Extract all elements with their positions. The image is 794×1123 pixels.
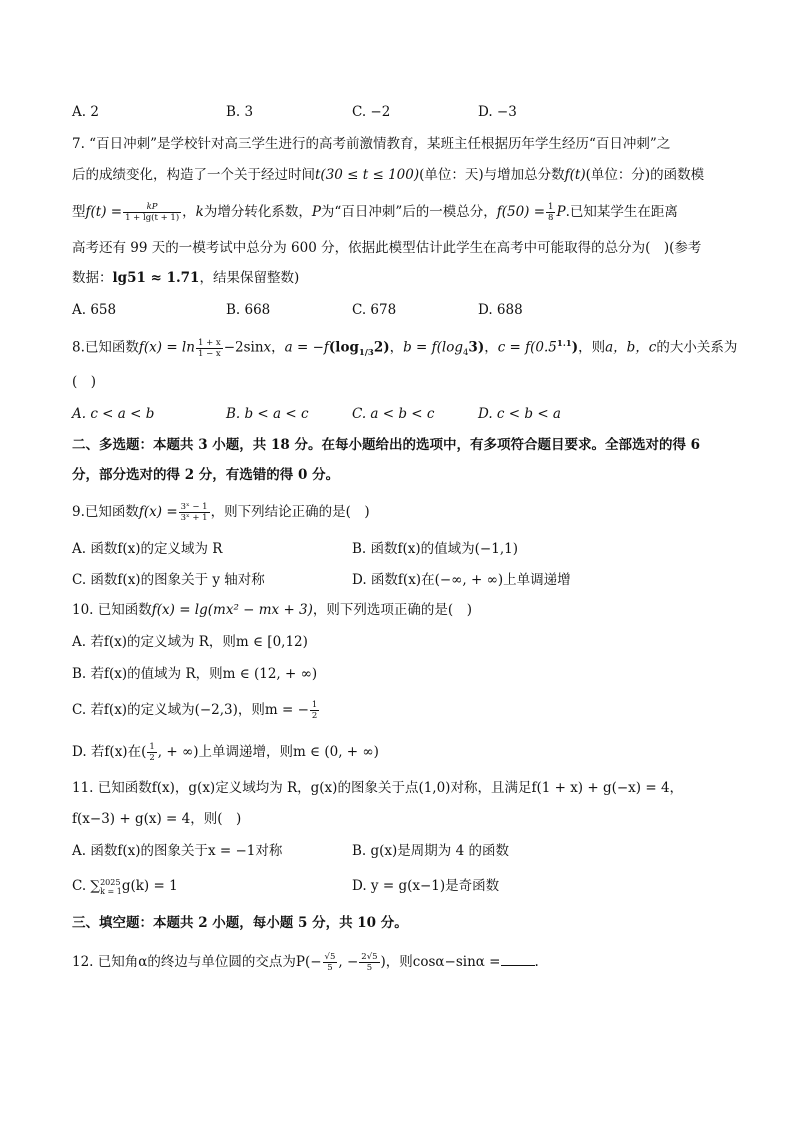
denominator: 2 bbox=[311, 711, 318, 721]
math: t(30 ≤ t ≤ 100) bbox=[315, 167, 420, 183]
text: 数据： bbox=[72, 270, 113, 286]
text: , − bbox=[338, 954, 359, 970]
text: ，则 bbox=[578, 339, 606, 356]
text: (单位：天)与增加总分数 bbox=[419, 167, 565, 183]
denominator: 5 bbox=[327, 963, 333, 973]
q12-stem bbox=[72, 952, 539, 973]
q11-option-b: B. g(x)是周期为 4 的函数 bbox=[352, 843, 509, 859]
denominator: 1 − x bbox=[197, 348, 221, 359]
math: x bbox=[263, 339, 272, 356]
fraction bbox=[323, 952, 338, 973]
denominator: 2 bbox=[149, 753, 155, 763]
q8-option-d: D. c < b < a bbox=[478, 406, 561, 422]
q11-line1: 11. 已知函数f(x)，g(x)定义域均为 R，g(x)的图象关于点(1,0)对称，且满足f(1 + x) + g(−x) = 4， bbox=[72, 780, 684, 796]
math: f(x) = lg(mx² − mx + 3) bbox=[151, 602, 313, 618]
numerator: kP bbox=[123, 202, 181, 213]
text: ，则下列选项正确的是( ) bbox=[312, 602, 472, 618]
fraction bbox=[196, 338, 223, 359]
subscript: 4 bbox=[463, 348, 469, 359]
math: b = f(log bbox=[403, 339, 463, 356]
lower-limit: k = 1 bbox=[100, 886, 122, 896]
numerator: 2√5 bbox=[361, 952, 378, 962]
numerator: 1 bbox=[311, 700, 318, 710]
q10-stem bbox=[72, 600, 472, 620]
text: .已知某学生在距离 bbox=[565, 204, 678, 220]
summation-symbol: C. ∑ bbox=[72, 878, 101, 894]
q6-option-c: C. −2 bbox=[352, 104, 391, 120]
text: 型 bbox=[72, 204, 86, 220]
q9-option-c: C. 函数f(x)的图象关于 y 轴对称 bbox=[72, 572, 265, 588]
math: a，b，c bbox=[605, 339, 657, 356]
q9-option-d: D. 函数f(x)在(−∞, + ∞)上单调递增 bbox=[352, 572, 571, 588]
text: 12. 已知角α的终边与单位圆的交点为P(− bbox=[72, 954, 322, 970]
text: 为“百日冲刺”后的一模总分， bbox=[320, 204, 497, 220]
q8-option-a: A. c < a < b bbox=[72, 406, 155, 422]
math: ) bbox=[571, 339, 579, 356]
fraction bbox=[179, 502, 210, 523]
summation-limits bbox=[100, 878, 122, 896]
text: (单位：分)的函数模 bbox=[585, 167, 705, 183]
text: D. 若f(x)在( bbox=[72, 744, 147, 760]
text: g(k) = 1 bbox=[121, 878, 178, 894]
q6-option-b: B. 3 bbox=[226, 104, 254, 120]
q7-option-d: D. 688 bbox=[478, 302, 523, 318]
q7-option-b: B. 668 bbox=[226, 302, 271, 318]
q9-stem bbox=[72, 502, 370, 523]
q8-option-c: C. a < b < c bbox=[352, 406, 435, 422]
q7-line1: 7. “百日冲刺”是学校针对高三学生进行的高考前激情教育，某班主任根据历年学生经历“百日冲刺”之 bbox=[72, 136, 671, 152]
q7-option-a: A. 658 bbox=[72, 302, 117, 318]
text: 后的成绩变化，构造了一个关于经过时间 bbox=[72, 167, 315, 183]
text: ， bbox=[389, 339, 404, 356]
math: 3) bbox=[468, 339, 485, 356]
text: 8.已知函数 bbox=[72, 339, 139, 356]
text: C. 若f(x)的定义域为(−2,3)，则m = − bbox=[72, 702, 309, 718]
q7-line5 bbox=[72, 268, 299, 288]
upper-limit: 2025 bbox=[100, 877, 121, 887]
q8-option-b: B. b < a < c bbox=[226, 406, 309, 422]
text: ， bbox=[271, 339, 285, 356]
math: a = −f bbox=[284, 339, 329, 356]
fraction bbox=[546, 202, 555, 223]
q10-option-d bbox=[72, 742, 379, 763]
q9-option-b: B. 函数f(x)的值域为(−1,1) bbox=[352, 541, 518, 557]
math: P bbox=[311, 204, 321, 220]
text: 10. 已知函数 bbox=[72, 602, 152, 618]
q8-line1 bbox=[72, 334, 737, 363]
q11-option-c bbox=[72, 876, 178, 896]
math: k bbox=[195, 204, 204, 220]
q11-option-d: D. y = g(x−1)是奇函数 bbox=[352, 878, 500, 894]
fraction bbox=[310, 700, 319, 721]
numerator: 1 + x bbox=[197, 337, 221, 348]
text: ， bbox=[484, 339, 498, 356]
section2-heading-line2: 分，部分选对的得 2 分，有选错的得 0 分。 bbox=[72, 467, 340, 483]
q10-option-c bbox=[72, 700, 320, 721]
answer-blank[interactable] bbox=[501, 953, 535, 966]
q6-option-a: A. 2 bbox=[72, 104, 99, 120]
text: )，则cosα−sinα = bbox=[380, 954, 501, 970]
q9-option-a: A. 函数f(x)的定义域为 R bbox=[72, 541, 223, 557]
q7-line4: 高考还有 99 天的一模考试中总分为 600 分，依据此模型估计此学生在高考中可能取得的总分为( )(参考 bbox=[72, 240, 702, 256]
math: f(t) = bbox=[85, 204, 123, 220]
math: lg51 ≈ 1.71 bbox=[112, 270, 200, 286]
section2-heading-line1: 二、多选题：本题共 3 小题，共 18 分。在每小题给出的选项中，有多项符合题目要求。全部选对的得 6 bbox=[72, 437, 701, 453]
numerator: 3ˣ − 1 bbox=[180, 502, 208, 512]
math: (log bbox=[328, 339, 359, 356]
numerator: √5 bbox=[324, 952, 336, 962]
math: f(50) = bbox=[496, 204, 546, 220]
text: ，则下列结论正确的是( ) bbox=[210, 504, 370, 520]
q6-option-d: D. −3 bbox=[478, 104, 517, 120]
superscript: 1.1 bbox=[556, 339, 572, 349]
text: ， bbox=[182, 204, 196, 220]
text: 的大小关系为 bbox=[656, 339, 738, 356]
text: 9.已知函数 bbox=[72, 504, 139, 520]
q7-line2 bbox=[72, 165, 704, 185]
q10-option-b: B. 若f(x)的值域为 R，则m ∈ (12, + ∞) bbox=[72, 666, 318, 682]
numerator: 1 bbox=[149, 742, 155, 752]
fraction bbox=[147, 742, 156, 763]
text: , + ∞)上单调递增，则m ∈ (0, + ∞) bbox=[157, 744, 379, 760]
numerator: 1 bbox=[548, 202, 554, 212]
math: f(x) = bbox=[138, 504, 178, 520]
math: 2) bbox=[373, 339, 390, 356]
fraction bbox=[359, 952, 379, 973]
denominator: 5 bbox=[366, 963, 373, 973]
math: P bbox=[556, 204, 566, 220]
denominator: 1 + lg(t + 1) bbox=[125, 213, 180, 223]
subscript: 1/3 bbox=[358, 348, 374, 359]
denominator: 3ˣ + 1 bbox=[180, 513, 208, 523]
text: . bbox=[534, 954, 539, 970]
math: f(t) bbox=[564, 167, 586, 183]
fraction bbox=[123, 202, 181, 223]
math: f(x) = ln bbox=[138, 339, 195, 356]
text: ，结果保留整数) bbox=[199, 270, 300, 286]
q7-option-c: C. 678 bbox=[352, 302, 397, 318]
math: c = f(0.5 bbox=[497, 339, 557, 356]
section3-heading: 三、填空题：本题共 2 小题，每小题 5 分，共 10 分。 bbox=[72, 915, 408, 931]
text: 为增分转化系数， bbox=[203, 204, 312, 220]
math: −2sin bbox=[223, 339, 264, 356]
q10-option-a: A. 若f(x)的定义域为 R，则m ∈ [0,12) bbox=[72, 634, 308, 650]
q7-line3 bbox=[72, 202, 678, 223]
denominator: 8 bbox=[548, 213, 554, 223]
q11-line2: f(x−3) + g(x) = 4，则( ) bbox=[72, 811, 242, 827]
q11-option-a: A. 函数f(x)的图象关于x = −1对称 bbox=[72, 843, 283, 859]
q8-line2: ( ) bbox=[72, 374, 97, 390]
